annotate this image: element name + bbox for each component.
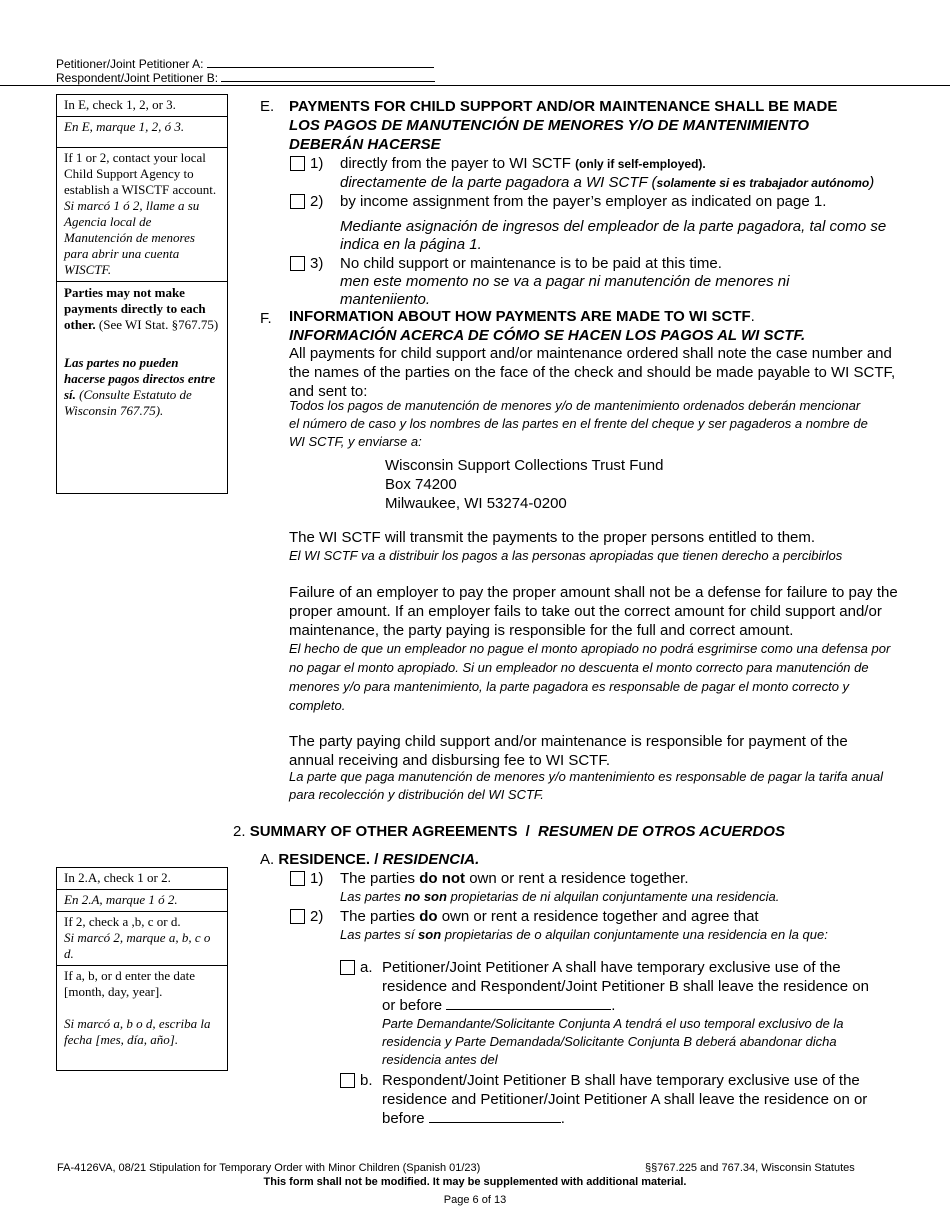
header-divider xyxy=(0,85,950,86)
instruction-date-en: If a, b, or d enter the date [month, day, year]. xyxy=(64,968,196,999)
section-f-p4-en: The party paying child support and/or maintenance is responsible for payment of the annual receiving and disbursing fee to WI SCTF. xyxy=(289,733,848,769)
residence-sub-a-period: . xyxy=(611,997,616,1014)
residence-option-1-es-b: no son xyxy=(404,889,447,904)
e-option-2-es-1: Mediante asignación de ingresos del empleador de la parte pagadora, tal como se xyxy=(340,218,887,235)
residence-option-2-es xyxy=(340,926,828,944)
section-f-title-en xyxy=(289,307,755,326)
address-line-1: Wisconsin Support Collections Trust Fund xyxy=(385,457,664,474)
footer-statutes: §§767.225 and 767.34, Wisconsin Statutes xyxy=(645,1162,855,1174)
section-f-title-text: INFORMATION ABOUT HOW PAYMENTS ARE MADE TO WI SCTF xyxy=(289,308,751,325)
instruction-2a-en: In 2.A, check 1 or 2. xyxy=(57,868,227,890)
e-option-2-number: 2) xyxy=(310,193,324,210)
residence-sub-a-letter: a. xyxy=(360,959,373,976)
residence-option-1-es-a: Las partes xyxy=(340,889,405,904)
residence-sub-a-en-2: residence and Respondent/Joint Petitioner B shall leave the residence on xyxy=(382,978,869,995)
e-option-2-checkbox[interactable] xyxy=(290,194,305,209)
instruction-date-es: Si marcó a, b o d, escriba la fecha [mes, día, año]. xyxy=(64,1016,211,1047)
residence-sub-a-checkbox[interactable] xyxy=(340,960,355,975)
residence-sub-b-en-1: Respondent/Joint Petitioner B shall have temporary exclusive use of the xyxy=(382,1072,860,1089)
instruction-2-check-es: Si marcó 2, marque a, b, c o d. xyxy=(64,930,211,961)
residence-sub-b-letter: b. xyxy=(360,1072,373,1089)
instruction-e-en: In E, check 1, 2, or 3. xyxy=(57,95,227,117)
residence-option-1-es xyxy=(340,888,779,906)
section-2a-letter: A. xyxy=(260,851,275,868)
e-option-1-es-note: solamente si es trabajador autónomo xyxy=(656,176,870,190)
instruction-contact xyxy=(57,148,227,282)
section-2a-title-en: RESIDENCE. xyxy=(278,851,371,868)
section-2a-title-es: RESIDENCIA. xyxy=(382,851,480,868)
e-option-3-number: 3) xyxy=(310,255,324,272)
instruction-parties-en-ref: (See WI Stat. §767.75) xyxy=(98,317,219,332)
instructions-box-e xyxy=(56,94,228,494)
petitioner-name-field[interactable] xyxy=(207,56,434,68)
instruction-date xyxy=(57,966,227,1051)
residence-option-2-es-c: propietarias de o alquilan conjuntamente una residencia en la que: xyxy=(441,927,828,942)
residence-option-1-checkbox[interactable] xyxy=(290,871,305,886)
section-2-separator: / xyxy=(525,823,530,840)
e-option-1-number: 1) xyxy=(310,155,324,172)
residence-sub-b-period: . xyxy=(560,1110,565,1127)
residence-sub-a-date-field[interactable] xyxy=(446,996,611,1010)
residence-sub-b-date-field[interactable] xyxy=(429,1109,561,1123)
residence-sub-b-en-2: residence and Petitioner/Joint Petitioner A shall leave the residence on or xyxy=(382,1091,868,1108)
section-f-letter: F. xyxy=(260,310,272,327)
e-option-3-es-1: men este momento no se va a pagar ni manutención de menores ni xyxy=(340,273,790,290)
section-f-title-dot: . xyxy=(750,308,755,325)
section-2-title-en: SUMMARY OF OTHER AGREEMENTS xyxy=(249,823,518,840)
residence-option-1-en-a: The parties xyxy=(340,870,420,887)
section-f-p4-es: La parte que paga manutención de menores y/o mantenimiento es responsable de pagar la tarifa anual para recolección y distribución del WI SCTF. xyxy=(289,769,884,802)
residence-sub-b-checkbox[interactable] xyxy=(340,1073,355,1088)
petitioner-label: Petitioner/Joint Petitioner A: xyxy=(56,57,204,71)
instruction-2-check xyxy=(57,912,227,966)
e-option-2-en: by income assignment from the payer’s employer as indicated on page 1. xyxy=(340,193,827,210)
e-option-3-es-2: manteniiento. xyxy=(340,291,431,308)
instruction-2-check-en: If 2, check a ,b, c or d. xyxy=(64,914,181,929)
e-option-3-en: No child support or maintenance is to be paid at this time. xyxy=(340,255,722,272)
residence-sub-b-en-3 xyxy=(382,1109,565,1128)
footer-form-id: FA-4126VA, 08/21 Stipulation for Temporary Order with Minor Children (Spanish 01/23) xyxy=(57,1162,481,1174)
e-option-1-es-close: ) xyxy=(869,174,875,191)
instruction-contact-en: If 1 or 2, contact your local Child Support Agency to establish a WISCTF account. xyxy=(64,150,217,197)
respondent-line xyxy=(56,70,435,85)
section-e-letter: E. xyxy=(260,98,275,115)
residence-option-2-es-b: son xyxy=(418,927,442,942)
section-2-heading xyxy=(233,822,785,841)
section-2-title-es: RESUMEN DE OTROS ACUERDOS xyxy=(538,823,785,840)
e-option-3-checkbox[interactable] xyxy=(290,256,305,271)
address-line-3: Milwaukee, WI 53274-0200 xyxy=(385,495,567,512)
instruction-e-es: En E, marque 1, 2, ó 3. xyxy=(57,117,227,148)
residence-option-1-es-c: propietarias de ni alquilan conjuntamente una residencia. xyxy=(446,889,780,904)
residence-option-1-en-b: do not xyxy=(419,870,466,887)
section-f-p2-es: El WI SCTF va a distribuir los pagos a las personas apropiadas que tienen derecho a percibirlos xyxy=(289,548,843,563)
petitioner-line xyxy=(56,56,434,71)
residence-option-2-en xyxy=(340,907,759,926)
e-option-1-note: (only if self-employed). xyxy=(575,157,706,171)
section-f-p1-en: All payments for child support and/or maintenance ordered shall note the case number and the names of the parties on the face of the check and should be made payable to WI SCTF, and sent to: xyxy=(289,345,896,400)
instruction-parties-en-bold: Parties may not make payments directly to each other. xyxy=(64,285,206,332)
address-line-2: Box 74200 xyxy=(385,476,457,493)
e-option-1-es xyxy=(340,173,874,193)
section-e-title-es-2: DEBERÁN HACERSE xyxy=(289,136,441,153)
instruction-parties-es-ref: (Consulte Estatuto de Wisconsin 767.75). xyxy=(64,387,192,418)
address-block xyxy=(385,456,663,513)
section-2a-separator: / xyxy=(374,851,379,868)
residence-option-1-en-c: own or rent a residence together. xyxy=(465,870,689,887)
e-option-1-es-text: directamente de la parte pagadora a WI SCTF ( xyxy=(340,174,657,191)
respondent-name-field[interactable] xyxy=(221,70,435,82)
e-option-1-en xyxy=(340,154,706,174)
e-option-2-es-2: indica en la página 1. xyxy=(340,236,482,253)
section-f-p3-es: El hecho de que un empleador no pague el monto apropiado no podrá esgrimirse como una defensa por no pagar el monto apropiado. Si un empleador no descuenta el monto correcto para manutención de menores y/o para mantenimiento, la parte pagadora es responsable de pagar el monto correcto y completo. xyxy=(289,641,891,713)
residence-option-2-es-a: Las partes sí xyxy=(340,927,419,942)
residence-option-2-en-a: The parties xyxy=(340,908,420,925)
section-e-title-en: PAYMENTS FOR CHILD SUPPORT AND/OR MAINTENANCE SHALL BE MADE xyxy=(289,98,838,115)
page-number: Page 6 of 13 xyxy=(443,1194,507,1206)
residence-option-1-en xyxy=(340,869,689,888)
e-option-1-checkbox[interactable] xyxy=(290,156,305,171)
residence-sub-a-en-1: Petitioner/Joint Petitioner A shall have temporary exclusive use of the xyxy=(382,959,841,976)
section-e-title-es-1: LOS PAGOS DE MANUTENCIÓN DE MENORES Y/O DE MANTENIMIENTO xyxy=(289,117,810,134)
instruction-parties xyxy=(57,282,227,422)
residence-sub-b-before: before xyxy=(382,1110,425,1127)
section-2a-heading xyxy=(260,850,479,869)
section-f-title-es: INFORMACIÓN ACERCA DE CÓMO SE HACEN LOS PAGOS AL WI SCTF. xyxy=(289,327,806,344)
section-f-p3-en: Failure of an employer to pay the proper amount shall not be a defense for failure to pay the proper amount. If an employer fails to take out the correct amount for child support and/or maintenance, the party paying is responsible for the full and correct amount. xyxy=(289,584,898,639)
footer-notice: This form shall not be modified. It may be supplemented with additional material. xyxy=(263,1176,687,1188)
e-option-1-text: directly from the payer to WI SCTF xyxy=(340,155,571,172)
residence-sub-a-or-before: or before xyxy=(382,997,443,1014)
residence-option-2-checkbox[interactable] xyxy=(290,909,305,924)
instruction-2a-es: En 2.A, marque 1 ó 2. xyxy=(57,890,227,912)
section-f-p1-es: Todos los pagos de manutención de menores y/o de mantenimiento ordenados deberán mencionar el número de caso y los nombres de las partes en el frente del cheque y ser pagaderos a nombre de WI SCTF, y enviarse a: xyxy=(289,398,868,449)
residence-sub-a-es: Parte Demandante/Solicitante Conjunta A tendrá el uso temporal exclusivo de la residencia y Parte Demandada/Solicitante Conjunta B deberá abandonar dicha residencia antes del xyxy=(382,1016,844,1067)
residence-option-1-number: 1) xyxy=(310,870,324,887)
instructions-box-2a xyxy=(56,867,228,1071)
instruction-parties-es-bold: Las partes no pueden hacerse pagos directos entre sí. xyxy=(64,355,216,402)
respondent-label: Respondent/Joint Petitioner B: xyxy=(56,71,219,85)
section-f-p2-en: The WI SCTF will transmit the payments to the proper persons entitled to them. xyxy=(289,529,816,546)
residence-option-2-number: 2) xyxy=(310,908,324,925)
residence-option-2-en-b: do xyxy=(419,908,438,925)
section-2-number: 2. xyxy=(233,823,246,840)
instruction-contact-es: Si marcó 1 ó 2, llame a su Agencia local de Manutención de menores para abrir una cuenta WISCTF. xyxy=(64,198,200,277)
residence-option-2-en-c: own or rent a residence together and agree that xyxy=(437,908,759,925)
residence-sub-a-en-3 xyxy=(382,996,615,1015)
